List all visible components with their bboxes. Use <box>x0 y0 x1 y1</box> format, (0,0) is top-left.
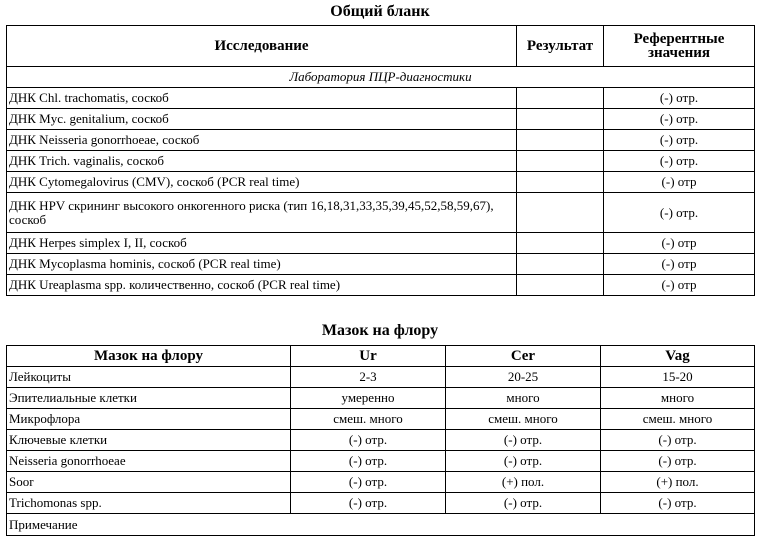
cer-value: много <box>446 388 601 409</box>
result-cell <box>517 88 604 109</box>
ur-value: 2-3 <box>291 367 446 388</box>
ur-value: (-) отр. <box>291 472 446 493</box>
result-cell <box>517 151 604 172</box>
vag-value: (-) отр. <box>601 493 755 514</box>
test-name: ДНК Myc. genitalium, соскоб <box>7 109 517 130</box>
ur-value: (-) отр. <box>291 451 446 472</box>
reference-value: (-) отр <box>604 275 755 296</box>
vag-value: (+) пол. <box>601 472 755 493</box>
table-row <box>7 130 755 151</box>
table-row <box>7 409 755 430</box>
test-name: ДНК Chl. trachomatis, соскоб <box>7 88 517 109</box>
reference-value: (-) отр. <box>604 130 755 151</box>
result-cell <box>517 275 604 296</box>
vag-value: 15-20 <box>601 367 755 388</box>
cer-value: 20-25 <box>446 367 601 388</box>
ur-value: смеш. много <box>291 409 446 430</box>
lab-section-title: Лаборатория ПЦР-диагностики <box>7 67 755 88</box>
vag-value: много <box>601 388 755 409</box>
smear-param: Лейкоциты <box>7 367 291 388</box>
ur-value: (-) отр. <box>291 493 446 514</box>
table-row <box>7 451 755 472</box>
cer-value: (-) отр. <box>446 493 601 514</box>
reference-value: (-) отр <box>604 172 755 193</box>
ur-value: (-) отр. <box>291 430 446 451</box>
cer-value: (+) пол. <box>446 472 601 493</box>
lab-section-row <box>7 67 755 88</box>
reference-value: (-) отр <box>604 233 755 254</box>
general-form-title: Общий бланк <box>330 3 430 20</box>
smear-param: Soor <box>7 472 291 493</box>
smear-header-row <box>7 346 755 367</box>
vag-value: (-) отр. <box>601 451 755 472</box>
result-cell <box>517 172 604 193</box>
table-row <box>7 88 755 109</box>
cer-value: смеш. много <box>446 409 601 430</box>
result-cell <box>517 193 604 233</box>
table-row <box>7 430 755 451</box>
header-cer: Cer <box>446 346 601 367</box>
table-row <box>7 193 755 233</box>
smear-param: Микрофлора <box>7 409 291 430</box>
table-row <box>7 367 755 388</box>
reference-value: (-) отр. <box>604 88 755 109</box>
pcr-results-table <box>6 25 755 296</box>
reference-value: (-) отр. <box>604 193 755 233</box>
test-name: ДНК Trich. vaginalis, соскоб <box>7 151 517 172</box>
table-row <box>7 472 755 493</box>
result-cell <box>517 233 604 254</box>
vag-value: смеш. много <box>601 409 755 430</box>
cer-value: (-) отр. <box>446 451 601 472</box>
test-name: ДНК HPV скрининг высокого онкогенного риска (тип 16,18,31,33,35,39,45,52,58,59,67), соскоб <box>7 193 517 233</box>
smear-param: Neisseria gonorrhoeae <box>7 451 291 472</box>
table-header-row <box>7 26 755 67</box>
header-reference: Референтные значения <box>604 26 755 67</box>
header-smear: Мазок на флору <box>7 346 291 367</box>
note-label: Примечание <box>7 514 755 536</box>
smear-param: Эпителиальные клетки <box>7 388 291 409</box>
reference-value: (-) отр <box>604 254 755 275</box>
smear-table <box>6 345 755 536</box>
result-cell <box>517 130 604 151</box>
ur-value: умеренно <box>291 388 446 409</box>
reference-value: (-) отр. <box>604 151 755 172</box>
test-name: ДНК Herpes simplex I, II, соскоб <box>7 233 517 254</box>
smear-param: Ключевые клетки <box>7 430 291 451</box>
cer-value: (-) отр. <box>446 430 601 451</box>
header-vag: Vag <box>601 346 755 367</box>
table-row <box>7 275 755 296</box>
smear-title: Мазок на флору <box>321 322 439 339</box>
smear-param: Trichomonas spp. <box>7 493 291 514</box>
test-name: ДНК Mycoplasma hominis, соскоб (PCR real time) <box>7 254 517 275</box>
table-row <box>7 388 755 409</box>
table-row <box>7 172 755 193</box>
table-row <box>7 233 755 254</box>
test-name: ДНК Cytomegalovirus (CMV), соскоб (PCR real time) <box>7 172 517 193</box>
header-test: Исследование <box>7 26 517 67</box>
test-name: ДНК Neisseria gonorrhoeae, соскоб <box>7 130 517 151</box>
header-ur: Ur <box>291 346 446 367</box>
result-cell <box>517 254 604 275</box>
test-name: ДНК Ureaplasma spp. количественно, соскоб (PCR real time) <box>7 275 517 296</box>
table-row <box>7 151 755 172</box>
vag-value: (-) отр. <box>601 430 755 451</box>
reference-value: (-) отр. <box>604 109 755 130</box>
header-result: Результат <box>517 26 604 67</box>
table-row <box>7 109 755 130</box>
result-cell <box>517 109 604 130</box>
note-row <box>7 514 755 536</box>
table-row <box>7 493 755 514</box>
table-row <box>7 254 755 275</box>
